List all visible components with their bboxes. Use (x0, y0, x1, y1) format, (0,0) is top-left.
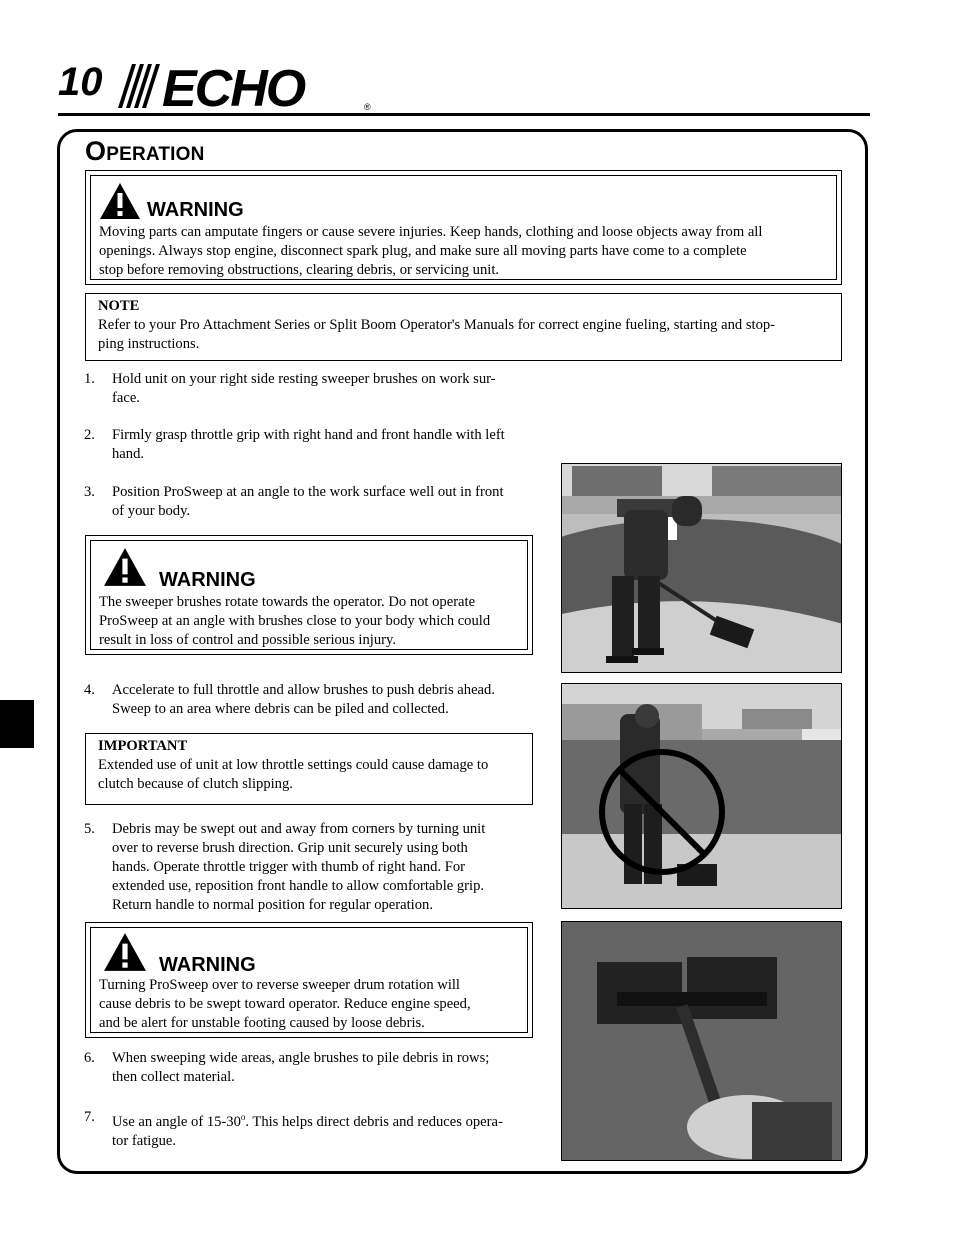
warning-triangle-icon (103, 547, 147, 587)
page-number: 10 (58, 60, 103, 104)
photo-brush-closeup (561, 921, 842, 1161)
photo-correct-sweeping (561, 463, 842, 673)
warning-box-reverse-rotation (85, 922, 533, 1038)
note-text: Refer to your Pro Attachment Series or Split Boom Operator's Manuals for correct engine fueling, starting and stop- ping instructions. (98, 317, 776, 352)
important-title: IMPORTANT (98, 738, 188, 754)
warning-title: WARNING (147, 199, 244, 221)
important-text: Extended use of unit at low throttle settings could cause damage to clutch because of clutch slipping. (98, 757, 489, 792)
echo-logo (112, 60, 378, 112)
warning-triangle-icon (103, 932, 147, 972)
important-box (85, 733, 533, 805)
warning-text: The sweeper brushes rotate towards the operator. Do not operate ProSweep at an angle with brushes close to your body which could result in loss of control and possible serious injury. (99, 594, 491, 648)
warning-text: Turning ProSweep over to reverse sweeper drum rotation will cause debris to be swept toward operator. Reduce engine speed, and be alert for unstable footing caused by loose debris. (99, 977, 471, 1031)
side-tab (0, 700, 34, 748)
brand-text: ECHO (162, 60, 305, 112)
warning-box-moving-parts (85, 170, 842, 285)
warning-title: WARNING (159, 954, 256, 976)
note-box (85, 293, 842, 361)
note-title: NOTE (98, 298, 140, 314)
warning-title: WARNING (159, 569, 256, 591)
warning-text: Moving parts can amputate fingers or cause severe injuries. Keep hands, clothing and loose objects away from all openings. Always stop engine, disconnect spark plug, and make sure all moving parts have come to a complete stop before removing obstructions, clearing debris, or servicing unit. (99, 224, 763, 278)
section-title: OPERATION (85, 136, 205, 166)
photo-incorrect-sweeping (561, 683, 842, 909)
header-rule (58, 113, 870, 116)
warning-triangle-icon (99, 182, 141, 220)
registered-mark: ® (364, 102, 371, 112)
page-header (58, 52, 870, 114)
warning-box-brush-rotation (85, 535, 533, 655)
